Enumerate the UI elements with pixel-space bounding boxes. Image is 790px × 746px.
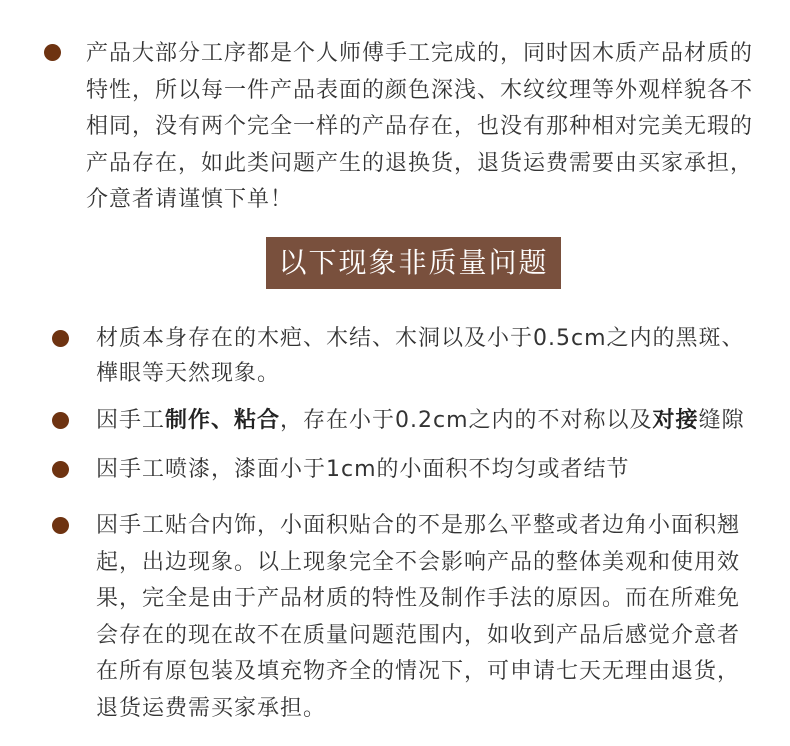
intro-bullet: [44, 44, 61, 61]
item-natural-defects: 材质本身存在的木疤、木结、木洞以及小于0.5cm之内的黑斑、樺眼等天然现象。: [96, 326, 745, 386]
item-bullet: [52, 330, 69, 347]
item-text-segment: 因手工: [96, 408, 166, 433]
item-text-segment: 缝隙: [698, 408, 745, 433]
item-paint-unevenness: 因手工喷漆，漆面小于1cm的小面积不均匀或者结节: [96, 457, 630, 482]
item-bold-segment: 对接: [652, 408, 699, 433]
item-bullet: [52, 461, 69, 478]
item-inlay-return-policy: 因手工贴合内饰，小面积贴合的不是那么平整或者边角小面积翘起，出边现象。以上现象完全不会影响产品的整体美观和使用效果，完全是由于产品材质的特性及制作手法的原因。而在所难免会存在的现在故不在质量问题范围内，如收到产品后感觉介意者在所有原包装及填充物齐全的情况下，可申请七天无理由退货，退货运费需买家承担。: [96, 513, 741, 721]
item-text-segment: ，存在小于0.2cm之内的不对称以及: [280, 408, 653, 433]
item-bold-segment: 制作、粘合: [165, 408, 281, 433]
intro-notice-text: 产品大部分工序都是个人师傅手工完成的，同时因木质产品材质的特性，所以每一件产品表面的颜色深浅、木纹纹理等外观样貌各不相同，没有两个完全一样的产品存在，也没有那种相对完美无瑕的产品存在，如此类问题产生的退换货，退货运费需要由买家承担，介意者请谨慎下单！: [86, 41, 754, 212]
item-bullet: [52, 412, 69, 429]
item-asymmetry-gaps: [96, 403, 776, 438]
item-bullet: [52, 517, 69, 534]
section-heading-banner: 以下现象非质量问题: [266, 237, 561, 289]
